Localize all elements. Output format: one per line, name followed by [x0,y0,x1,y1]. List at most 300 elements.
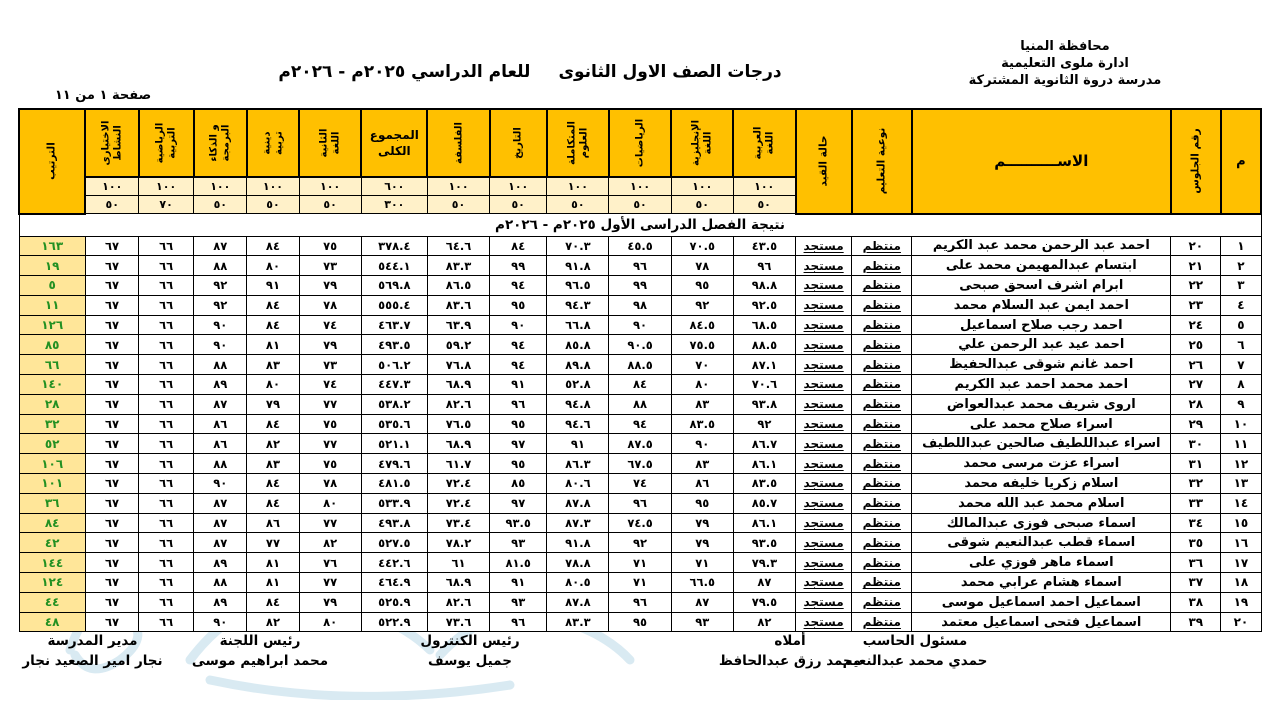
cell-serial: ٤ [1221,295,1261,315]
cell-seat: ٣٢ [1171,474,1221,494]
col-header-enroll [796,109,852,214]
cell-pe: ٦٦ [139,256,194,276]
cell-activity: ٦٧ [85,454,138,474]
cell-second_lang: ٨٠ [299,612,361,632]
cell-enroll: مستجد [796,394,852,414]
cell-second_lang: ٧٤ [299,375,361,395]
cell-activity: ٦٧ [85,513,138,533]
col-header-edu [852,109,912,214]
col-header-text: الاختيارى النشاط [100,120,123,166]
cell-history: ٩٥ [490,414,547,434]
cell-activity: ٦٧ [85,276,138,296]
signature-title: أملاه [774,633,806,649]
cell-arabic: ٨٦.٧ [733,434,795,454]
max-mark-pe: ١٠٠ [139,177,194,196]
cell-philosophy: ٨٣.٣ [427,256,489,276]
cell-total: ٥٣٨.٢ [361,394,427,414]
signature-name: حمدي محمد عبدالنعيم [842,653,988,669]
cell-religion: ٨٠ [247,256,299,276]
min-mark-programming: ٥٠ [194,196,247,214]
cell-enroll: مستجد [796,256,852,276]
cell-arabic: ٤٣.٥ [733,236,795,256]
cell-name: اسماء قطب عبدالنعيم شوقى [912,533,1171,553]
student-row [19,592,1261,612]
col-header-rank [19,109,85,214]
cell-enroll: مستجد [796,573,852,593]
col-header-text: التاريخ [512,127,524,159]
cell-pe: ٦٦ [139,493,194,513]
cell-math: ٩٠.٥ [609,335,671,355]
cell-edu: منتظم [852,434,912,454]
col-header-text: الإنجليزية اللغة [690,119,714,167]
signature-title: رئيس اللجنة [219,633,301,649]
col-header-seat [1171,109,1221,214]
cell-science: ٩٤.٣ [547,295,609,315]
col-header-text: دينية تربية [261,131,284,155]
signature-title: رئيس الكنترول [420,633,520,649]
cell-rank: ٤٤ [19,592,85,612]
cell-total: ٥٥٥.٤ [361,295,427,315]
cell-enroll: مستجد [796,295,852,315]
cell-rank: ٤٢ [19,533,85,553]
signature-name: نجار امير الصعيد نجار [22,653,163,669]
cell-pe: ٦٦ [139,335,194,355]
cell-arabic: ٩٨.٨ [733,276,795,296]
cell-seat: ٢٤ [1171,315,1221,335]
cell-english: ٧٠.٥ [671,236,733,256]
cell-enroll: مستجد [796,612,852,632]
cell-history: ٩٦ [490,394,547,414]
cell-history: ٩٩ [490,256,547,276]
cell-enroll: مستجد [796,414,852,434]
cell-math: ٧١ [609,553,671,573]
cell-programming: ٨٧ [194,236,247,256]
cell-edu: منتظم [852,592,912,612]
cell-history: ٩٠ [490,315,547,335]
cell-activity: ٦٧ [85,295,138,315]
max-mark-total: ٦٠٠ [361,177,427,196]
cell-serial: ١٢ [1221,454,1261,474]
cell-philosophy: ٧٦.٨ [427,355,489,375]
cell-second_lang: ٧٧ [299,434,361,454]
cell-name: احمد عيد عبد الرحمن علي [912,335,1171,355]
student-row [19,434,1261,454]
max-mark-second_lang: ١٠٠ [299,177,361,196]
cell-science: ٨٥.٨ [547,335,609,355]
cell-second_lang: ٨٠ [299,493,361,513]
cell-math: ٩٠ [609,315,671,335]
cell-philosophy: ٦٣.٩ [427,315,489,335]
min-mark-math: ٥٠ [609,196,671,214]
cell-history: ٩٣.٥ [490,513,547,533]
cell-math: ٨٤ [609,375,671,395]
col-header-english [671,109,733,177]
cell-total: ٥٣٥.٦ [361,414,427,434]
cell-activity: ٦٧ [85,414,138,434]
cell-edu: منتظم [852,474,912,494]
min-mark-second_lang: ٥٠ [299,196,361,214]
report-title-main: درجات الصف الاول الثانوى [558,62,782,82]
cell-enroll: مستجد [796,454,852,474]
cell-total: ٥٤٤.١ [361,256,427,276]
cell-edu: منتظم [852,355,912,375]
cell-math: ٨٨ [609,394,671,414]
col-header-total: المجموع الكلى [361,109,427,177]
cell-serial: ١٤ [1221,493,1261,513]
cell-seat: ٢٩ [1171,414,1221,434]
cell-religion: ٨١ [247,553,299,573]
cell-activity: ٦٧ [85,612,138,632]
signature-title: مدير المدرسة [47,633,138,649]
cell-programming: ٨٩ [194,553,247,573]
cell-religion: ٨١ [247,335,299,355]
cell-arabic: ٨٦.١ [733,513,795,533]
max-mark-science: ١٠٠ [547,177,609,196]
cell-pe: ٦٦ [139,474,194,494]
cell-rank: ١٤٠ [19,375,85,395]
cell-enroll: مستجد [796,276,852,296]
cell-seat: ٣٧ [1171,573,1221,593]
col-header-programming [194,109,247,177]
cell-history: ٩٧ [490,493,547,513]
cell-activity: ٦٧ [85,573,138,593]
cell-arabic: ٦٨.٥ [733,315,795,335]
signature-name: محمد رزق عبدالحافظ [718,653,862,669]
cell-total: ٥٢٢.٩ [361,612,427,632]
cell-total: ٤٤٧.٣ [361,375,427,395]
cell-total: ٤٩٣.٥ [361,335,427,355]
cell-rank: ١٢٦ [19,315,85,335]
cell-programming: ٨٧ [194,493,247,513]
cell-rank: ٤٨ [19,612,85,632]
cell-philosophy: ٦١ [427,553,489,573]
min-mark-pe: ٧٠ [139,196,194,214]
student-row [19,612,1261,632]
cell-name: اسراء صلاح محمد على [912,414,1171,434]
cell-rank: ١٩ [19,256,85,276]
cell-name: اسراء عزت مرسى محمد [912,454,1171,474]
col-header-text: الفلسفة [452,122,464,164]
cell-philosophy: ٨٦.٥ [427,276,489,296]
page-number: صفحة ١ من ١١ [54,88,152,103]
student-row [19,474,1261,494]
cell-activity: ٦٧ [85,474,138,494]
cell-philosophy: ٥٩.٢ [427,335,489,355]
max-mark-activity: ١٠٠ [85,177,138,196]
cell-pe: ٦٦ [139,355,194,375]
cell-science: ٨٣.٣ [547,612,609,632]
signature-school-principal [0,631,185,671]
cell-arabic: ٨٥.٧ [733,493,795,513]
cell-religion: ٨٢ [247,434,299,454]
cell-second_lang: ٧٨ [299,295,361,315]
cell-religion: ٨٢ [247,612,299,632]
cell-pe: ٦٦ [139,533,194,553]
cell-edu: منتظم [852,573,912,593]
student-row [19,256,1261,276]
cell-enroll: مستجد [796,553,852,573]
min-mark-philosophy: ٥٠ [427,196,489,214]
cell-pe: ٦٦ [139,592,194,612]
cell-name: اسماء صبحى فوزى عبدالمالك [912,513,1171,533]
student-row [19,414,1261,434]
col-header-science [547,109,609,177]
administration-line: ادارة ملوى التعليمية [1001,56,1129,71]
student-row [19,533,1261,553]
cell-math: ٩٦ [609,256,671,276]
cell-philosophy: ٨٢.٦ [427,394,489,414]
max-mark-history: ١٠٠ [490,177,547,196]
cell-serial: ٦ [1221,335,1261,355]
cell-second_lang: ٧٥ [299,454,361,474]
cell-rank: ١١ [19,295,85,315]
cell-science: ٨٧.٣ [547,513,609,533]
cell-second_lang: ٧٣ [299,355,361,375]
cell-philosophy: ٧٢.٤ [427,493,489,513]
cell-seat: ٣٥ [1171,533,1221,553]
cell-english: ٧١ [671,553,733,573]
student-row [19,355,1261,375]
col-header-text: العربية اللغة [752,126,776,160]
cell-rank: ١٦٣ [19,236,85,256]
cell-name: احمد عبد الرحمن محمد عبد الكريم [912,236,1171,256]
cell-total: ٥٢٥.٩ [361,592,427,612]
cell-philosophy: ٧٢.٤ [427,474,489,494]
max-mark-math: ١٠٠ [609,177,671,196]
cell-history: ٩٥ [490,295,547,315]
cell-name: احمد ايمن عبد السلام محمد [912,295,1171,315]
cell-history: ٩٣ [490,533,547,553]
col-header-name: الاســــــــــم [912,109,1171,214]
cell-science: ٩١.٨ [547,533,609,553]
col-header-text: رقم الجلوس [1189,128,1202,194]
cell-arabic: ٨٣.٥ [733,474,795,494]
cell-philosophy: ٦١.٧ [427,454,489,474]
cell-enroll: مستجد [796,335,852,355]
student-row [19,375,1261,395]
cell-programming: ٩٢ [194,295,247,315]
cell-seat: ٢٠ [1171,236,1221,256]
cell-edu: منتظم [852,276,912,296]
governorate-line: محافظة المنيا [1020,39,1110,54]
cell-pe: ٦٦ [139,236,194,256]
cell-arabic: ٨٨.٥ [733,335,795,355]
cell-history: ٩٤ [490,355,547,375]
signature-title: مسئول الحاسب [862,633,968,649]
cell-total: ٤٩٣.٨ [361,513,427,533]
cell-arabic: ٩٦ [733,256,795,276]
min-mark-science: ٥٠ [547,196,609,214]
cell-history: ٩١ [490,573,547,593]
cell-religion: ٨٤ [247,315,299,335]
cell-english: ٨٣.٥ [671,414,733,434]
cell-rank: ٣٢ [19,414,85,434]
cell-seat: ٣٣ [1171,493,1221,513]
cell-edu: منتظم [852,414,912,434]
col-header-text: الرياضيات [634,118,646,168]
signature-name: محمد ابراهيم موسى [191,653,329,669]
min-mark-arabic: ٥٠ [733,196,795,214]
cell-rank: ٥ [19,276,85,296]
cell-name: اسماء ماهر فوزي على [912,553,1171,573]
cell-philosophy: ٨٢.٦ [427,592,489,612]
cell-math: ٦٧.٥ [609,454,671,474]
min-mark-english: ٥٠ [671,196,733,214]
cell-rank: ١٢٤ [19,573,85,593]
cell-science: ٥٢.٨ [547,375,609,395]
col-header-text: الثانية اللغة [318,128,342,158]
col-header-text: الترتيب [45,142,58,181]
col-header-text: حالة القيد [816,135,829,187]
col-header-text: الرياضية التربية [154,122,178,164]
cell-religion: ٨٣ [247,355,299,375]
cell-enroll: مستجد [796,533,852,553]
cell-math: ٩٥ [609,612,671,632]
cell-serial: ٥ [1221,315,1261,335]
cell-science: ٩٦.٥ [547,276,609,296]
cell-arabic: ٧٩.٣ [733,553,795,573]
cell-programming: ٩٠ [194,315,247,335]
min-mark-activity: ٥٠ [85,196,138,214]
col-header-serial: م [1221,109,1261,214]
min-mark-total: ٣٠٠ [361,196,427,214]
cell-enroll: مستجد [796,236,852,256]
cell-religion: ٨٤ [247,474,299,494]
cell-second_lang: ٧٥ [299,236,361,256]
cell-second_lang: ٧٩ [299,276,361,296]
cell-religion: ٨١ [247,573,299,593]
cell-name: اسماعيل احمد اسماعيل موسى [912,592,1171,612]
cell-serial: ٩ [1221,394,1261,414]
cell-serial: ٨ [1221,375,1261,395]
cell-total: ٤٦٤.٩ [361,573,427,593]
cell-arabic: ٧٠.٦ [733,375,795,395]
signature-name: جميل يوسف [428,653,512,669]
cell-total: ٥٢٧.٥ [361,533,427,553]
cell-total: ٤٧٩.٦ [361,454,427,474]
cell-history: ٨٥ [490,474,547,494]
school-name-line: مدرسة دروة الثانوية المشتركة [968,73,1162,88]
cell-programming: ٩٠ [194,335,247,355]
cell-name: ابرام اشرف اسحق صبحى [912,276,1171,296]
cell-serial: ٢ [1221,256,1261,276]
cell-programming: ٨٨ [194,454,247,474]
col-header-second_lang [299,109,361,177]
cell-second_lang: ٧٩ [299,335,361,355]
school-header [930,38,1200,89]
cell-science: ٨٧.٨ [547,592,609,612]
col-header-text: و الذكاء البرمجة [208,124,232,162]
cell-science: ٨٠.٦ [547,474,609,494]
cell-programming: ٨٩ [194,592,247,612]
cell-edu: منتظم [852,493,912,513]
cell-edu: منتظم [852,295,912,315]
cell-pe: ٦٦ [139,315,194,335]
cell-history: ٩٤ [490,335,547,355]
cell-math: ٧١ [609,573,671,593]
cell-seat: ٢١ [1171,256,1221,276]
cell-rank: ١٠٦ [19,454,85,474]
cell-edu: منتظم [852,454,912,474]
cell-math: ٩٢ [609,533,671,553]
cell-serial: ١٨ [1221,573,1261,593]
cell-serial: ١٩ [1221,592,1261,612]
cell-edu: منتظم [852,394,912,414]
student-row [19,394,1261,414]
cell-philosophy: ٦٤.٦ [427,236,489,256]
min-mark-history: ٥٠ [490,196,547,214]
cell-science: ٨٦.٣ [547,454,609,474]
cell-arabic: ٨٧.١ [733,355,795,375]
cell-rank: ٥٢ [19,434,85,454]
cell-english: ٦٦.٥ [671,573,733,593]
cell-religion: ٨٦ [247,513,299,533]
cell-history: ٩٧ [490,434,547,454]
cell-pe: ٦٦ [139,573,194,593]
cell-total: ٥٣٣.٩ [361,493,427,513]
cell-arabic: ٩٣.٥ [733,533,795,553]
cell-name: اروى شريف محمد عبدالعواض [912,394,1171,414]
cell-math: ٩٤ [609,414,671,434]
cell-math: ٩٩ [609,276,671,296]
cell-edu: منتظم [852,256,912,276]
cell-second_lang: ٧٧ [299,394,361,414]
cell-activity: ٦٧ [85,434,138,454]
cell-philosophy: ٧٣.٤ [427,513,489,533]
cell-seat: ٢٧ [1171,375,1221,395]
cell-history: ٩٥ [490,454,547,474]
cell-rank: ١٤٤ [19,553,85,573]
cell-rank: ٨٤ [19,513,85,533]
cell-rank: ٦٦ [19,355,85,375]
cell-pe: ٦٦ [139,454,194,474]
cell-english: ٧٥.٥ [671,335,733,355]
cell-seat: ٣٩ [1171,612,1221,632]
max-mark-programming: ١٠٠ [194,177,247,196]
cell-total: ٥٠٦.٢ [361,355,427,375]
cell-pe: ٦٦ [139,295,194,315]
cell-edu: منتظم [852,315,912,335]
cell-science: ٩٤.٦ [547,414,609,434]
cell-seat: ٣٨ [1171,592,1221,612]
cell-enroll: مستجد [796,474,852,494]
student-row [19,236,1261,256]
cell-history: ٩١ [490,375,547,395]
cell-name: اسماعيل فتحى اسماعيل معتمد [912,612,1171,632]
cell-seat: ٢٨ [1171,394,1221,414]
cell-seat: ٣١ [1171,454,1221,474]
cell-seat: ٢٦ [1171,355,1221,375]
cell-second_lang: ٧٧ [299,573,361,593]
cell-name: احمد رجب صلاح اسماعيل [912,315,1171,335]
cell-serial: ١ [1221,236,1261,256]
cell-name: احمد غانم شوقى عبدالحفيظ [912,355,1171,375]
cell-rank: ٨٥ [19,335,85,355]
cell-rank: ٣٦ [19,493,85,513]
cell-serial: ٧ [1221,355,1261,375]
cell-science: ٩٤.٨ [547,394,609,414]
student-row [19,573,1261,593]
student-row [19,454,1261,474]
cell-arabic: ٩٢ [733,414,795,434]
max-mark-arabic: ١٠٠ [733,177,795,196]
cell-english: ٨٧ [671,592,733,612]
cell-pe: ٦٦ [139,553,194,573]
cell-programming: ٨٦ [194,414,247,434]
cell-total: ٥٢١.١ [361,434,427,454]
cell-enroll: مستجد [796,434,852,454]
cell-serial: ١٧ [1221,553,1261,573]
